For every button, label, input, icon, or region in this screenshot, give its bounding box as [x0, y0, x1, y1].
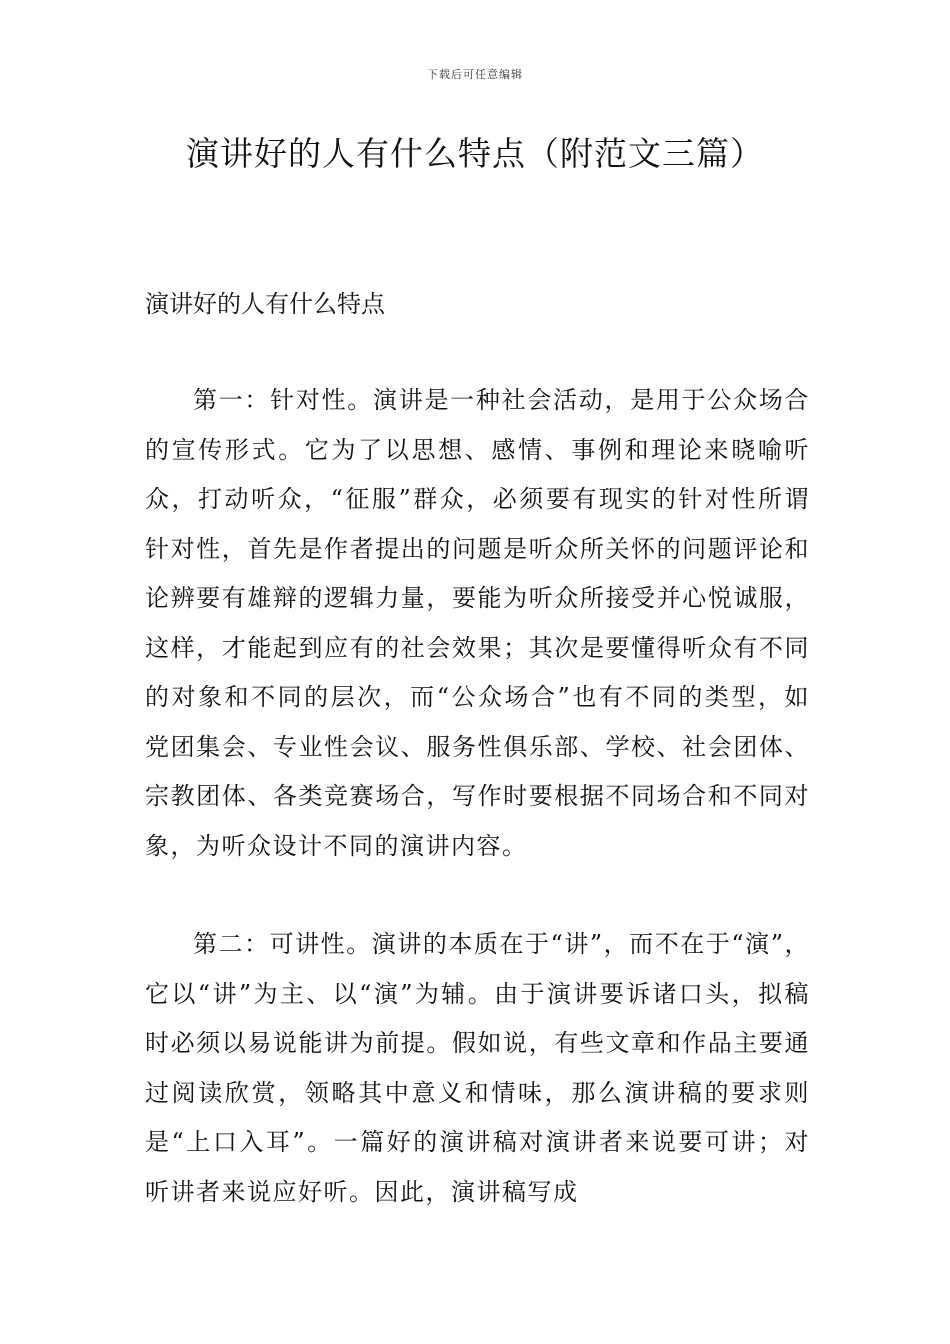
header-note: 下载后可任意编辑 — [427, 68, 523, 81]
document-title: 演讲好的人有什么特点（附范文三篇） — [186, 134, 764, 173]
section-heading: 演讲好的人有什么特点 — [145, 290, 385, 318]
paragraph-2: 第二：可讲性。演讲的本质在于“讲”，而不在于“演”，它以“讲”为主、以“演”为辅。由于演讲要诉诸口头，拟稿时必须以易说能讲为前提。假如说，有些文章和作品主要通过阅读欣赏，领略其中意义和情味，那么演讲稿的要求则是“上口入耳”。一篇好的演讲稿对演讲者来说要可讲；对听讲者来说应好听。因此，演讲稿写成 — [145, 930, 810, 1206]
paragraph-1: 第一：针对性。演讲是一种社会活动，是用于公众场合的宣传形式。它为了以思想、感情、事例和理论来晓喻听众，打动听众，“征服”群众，必须要有现实的针对性所谓针对性，首先是作者提出的问题是听众所关怀的问题评论和论辨要有雄辩的逻辑力量，要能为听众所接受并心悦诚服，这样，才能起到应有的社会效果；其次是要懂得听众有不同的对象和不同的层次，而“公众场合”也有不同的类型，如党团集会、专业性会议、服务性俱乐部、学校、社会团体、宗教团体、各类竞赛场合，写作时要根据不同场合和不同对象，为听众设计不同的演讲内容。 — [145, 386, 810, 860]
